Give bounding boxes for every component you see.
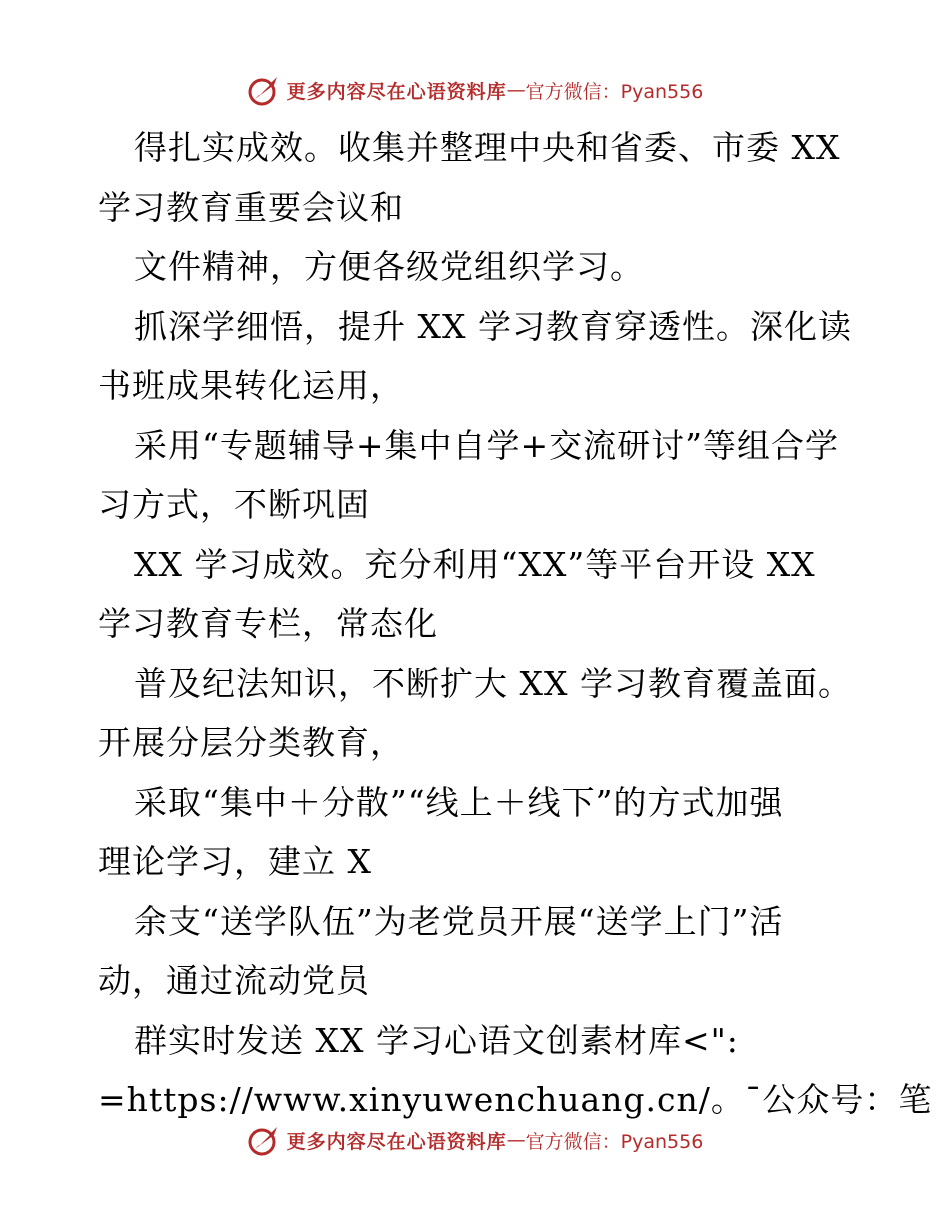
header-banner	[0, 70, 950, 110]
text-line: XX 学习成效。充分利用“XX”等平台开设 XX	[134, 544, 816, 584]
text-line: 学习教育专栏，常态化	[98, 604, 438, 643]
footer-banner	[0, 1120, 950, 1160]
banner-contact-text: 官方微信：Pyan556	[525, 80, 704, 103]
text-line: 文件精神，方便各级党组织学习。	[134, 247, 644, 286]
text-line: 开展分层分类教育，	[98, 723, 404, 762]
text-line: 采用“专题辅导+集中自学+交流研讨”等组合学	[134, 425, 840, 465]
text-line: 习方式，不断巩固	[98, 485, 370, 524]
text-line: 书班成果转化运用，	[98, 366, 404, 405]
banner-separator: —	[506, 1129, 526, 1151]
text-line: 动，通过流动党员	[98, 961, 370, 1000]
banner-brand-text: 更多内容尽在心语资料库	[286, 1130, 507, 1153]
text-line: =https://www.xinyuwenchuang.cn/。¯公众号：笔	[98, 1080, 933, 1119]
quill-logo-icon	[247, 1123, 281, 1157]
document-body	[98, 118, 933, 1130]
quill-logo-icon	[247, 73, 281, 107]
text-line: 得扎实成效。收集并整理中央和省委、市委 XX	[134, 128, 841, 167]
text-line: 余支“送学队伍”为老党员开展“送学上门”活	[134, 901, 784, 941]
text-line: 群实时发送 XX 学习心语文创素材库<":	[134, 1020, 739, 1060]
text-line: 学习教育重要会议和	[98, 187, 404, 227]
banner-contact-text: 官方微信：Pyan556	[525, 1130, 704, 1153]
text-line: 普及纪法知识，不断扩大 XX 学习教育覆盖面。	[134, 663, 852, 703]
text-line: 理论学习，建立 X	[98, 842, 372, 881]
text-line: 抓深学细悟，提升 XX 学习教育穿透性。深化读	[134, 306, 852, 346]
banner-separator: —	[506, 79, 526, 101]
text-line: 采取“集中＋分散”“线上＋线下”的方式加强	[134, 782, 784, 822]
banner-brand-text: 更多内容尽在心语资料库	[286, 80, 507, 103]
